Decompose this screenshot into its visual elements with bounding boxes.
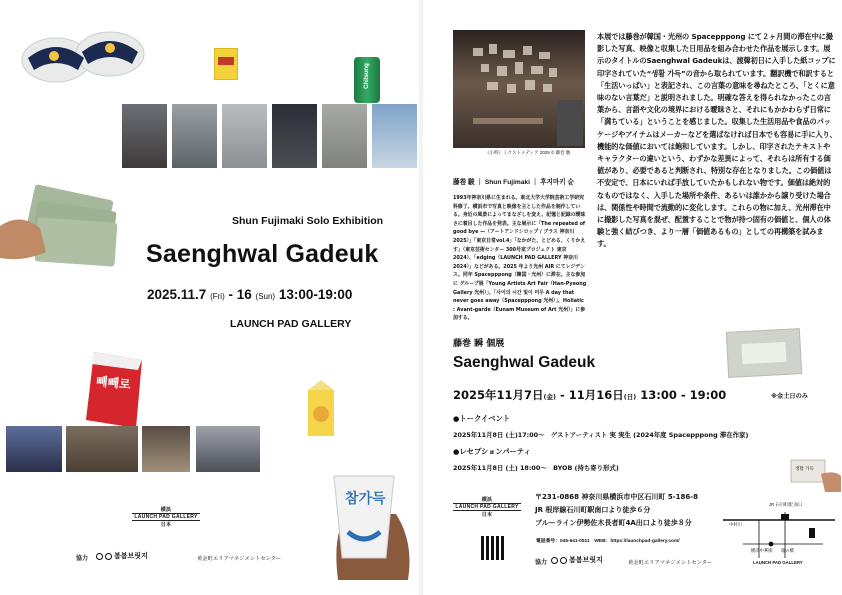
photo-strip-5 [322, 104, 367, 168]
cup-text: 참가득 [345, 491, 386, 507]
right-exhibition-title: Saenghwal Gadeuk [453, 354, 596, 371]
dates-end: - 16 [224, 287, 252, 302]
reception-detail: 2025年11月8日 (土) 18:00〜 BYOB (持ち寄り形式) [453, 464, 619, 472]
card-in-hand-photo [789, 456, 841, 492]
exhibition-dates [147, 287, 352, 302]
artist-name: 藤巻 駿 ｜ Shun Fujimaki ｜ 후지마키 슌 [453, 179, 574, 186]
photo-strip-2 [172, 104, 217, 168]
partner-logo-text: 봄봄브릿지 [114, 553, 148, 560]
exhibition-subtitle: Shun Fujimaki Solo Exhibition [232, 215, 384, 227]
bottom-photo-1 [6, 426, 62, 472]
partner-logo-circle-icon [551, 557, 558, 564]
open-days-note: ※金土日のみ [771, 393, 808, 400]
milk-carton-photo [304, 380, 338, 438]
cooperation-label: 協力 [535, 560, 548, 566]
gallery-logo [453, 496, 521, 518]
logo-bottom-text: 日本 [481, 512, 493, 518]
pepero-box-photo [84, 350, 146, 430]
dates-sun: (Sun) [255, 292, 276, 301]
exhibition-statement: 本展では藤巻が韓国・光州の Spacepppong にて２ヶ月間の滞在中に撮影した写真、映像と収集した日用品を組み合わせた作品を展示します。展示のタイトルのSaenghwal Gadeukは、渡韓初日に入手した紙コップに印字されていた“생활 가득”の音から取られています。翻訳機で和訳すると「生活いっぱい」と表記され、この言葉の意味を尋ねたところ、「とくに意味のない言葉だ」と説明されました。明確な答えを得られなかったこの言葉から、言語や文化の境界における曖昧さと、それにもかかわらず日常に「満ちている」ということを感じました。収集した生活用品や食品のパッケージやアイテムはメーカーなどを選ばなければ日本でも容易に手に入り、機能的な価値においては飽和しています。しかし、印字されたテキストやキャラクターの違いという、わずかな差異によって、それらは所有する価値があり、必要であると判断され、特別な存在となりました。この価値は不安定で、日本にいれば手放していたかもしれない物です。価値は絶対的なものではなく、入手した場所や条件、あるいは誰かから譲り受けた場合は、関係性や時間で流動的に変化します。これらの物に加え、光州滞在中に撮影した写真を混ぜ、配置することで物が持つ固有の価値と、個人の体験と強く結びつき、より一層「価値あるもの」としての再構築を試みます。 [597, 32, 837, 249]
logo-main-text: LAUNCH PAD GALLERY [132, 513, 200, 521]
partner-logo-circle-icon [560, 557, 567, 564]
hand-with-money-photo [0, 182, 124, 280]
qr-code-icon[interactable] [481, 536, 505, 560]
gallery-name: LAUNCH PAD GALLERY [230, 318, 352, 330]
right-page [423, 0, 842, 595]
partner-text: 黄金町エリアマネジメントセンター [628, 560, 713, 566]
partner-logo [96, 551, 148, 561]
photo-strip-3 [222, 104, 267, 168]
talk-event-detail: 2025年11月8日 (土)17:00〜 ゲストアーティスト 実 実生 (2024年度 Spacepppong 滞在作家) [453, 431, 749, 439]
access-map [723, 498, 835, 570]
gallery-address [535, 491, 698, 530]
partner-text: 黄金町エリアマネジメントセンター [197, 556, 282, 562]
bottom-photo-2 [66, 426, 138, 472]
logo-top-text: 横浜 [160, 507, 172, 513]
contact-info: 電話番号：045-641-0511 WEB：https://launchpad-gallery.com/ [536, 539, 680, 544]
partner-logo [551, 555, 603, 565]
map-shop2-label: 亀の橋 [781, 548, 794, 553]
dates-time: 13:00-19:00 [275, 287, 353, 302]
bottom-photo-3 [142, 426, 190, 472]
artist-bio: 1993年神奈川県に生まれる。東北大学大学院芸術工学研究科修了。横浜市で写真と映像を主とした作品を制作している。身近の風景によってまなざしを変え、記憶と記録の曖昧さに着目した作品を発表。主な展示に「The repeated of good bye —（アートアンドシロップ / ブラス 神奈川 2025）」「東京日常vol.4」「なかがた、とどめる、くりかえす」（東京芸術センター 300号室プロジェクト 東京 2024）、「edging（LAUNCH PAD GALLERY 神奈川 2024）」などがある。2025 年より光州 AIR にてレジデンス。同年 Spacepppong（韓国・光州）に滞在。主な参加に グループ展「Young Artists Art Fair（Han-Pyeong Gallery 光州）」、「사이의 시간 빛이 머무 A day that never goes away（Spacepppong 光州）」、Hollatic : Avant-garde（Eunam Museum of Art 光州）」に参加する。 [453, 195, 587, 322]
photo-strip-4 [272, 104, 317, 168]
dates-fri: (Fri) [210, 292, 225, 301]
partner-logo-circle-icon [96, 553, 103, 560]
snack-package-photo [214, 48, 238, 80]
map-shop1-label: 横浜中華街 [751, 548, 773, 553]
right-exhibition-dates [453, 387, 726, 403]
jp-exhibition-title: 藤巻 瞬 個展 [453, 339, 505, 349]
gallery-logo [132, 506, 200, 528]
slippers-photo [18, 18, 150, 96]
partner-logo-circle-icon [105, 553, 112, 560]
photo-caption: 《小時》ミクストメディア 2025 © 藤巻 駿 [485, 150, 571, 155]
package-photo [726, 328, 802, 378]
logo-top-text: 横浜 [481, 497, 493, 503]
address-line-3: ブルーライン伊勢佐木長者町4A出口より徒歩８分 [535, 519, 692, 527]
logo-main-text: LAUNCH PAD GALLERY [453, 503, 521, 511]
card-text: 생활 가득 [795, 467, 814, 472]
reception-title: ●レセプションパーティ [453, 447, 531, 456]
map-river-label: 中村川 [729, 522, 742, 527]
talk-event-title: ●トークイベント [453, 414, 511, 423]
left-page [0, 0, 419, 595]
cup-in-hand-photo [318, 462, 416, 588]
partner-logo-text: 봄봄브릿지 [569, 557, 603, 564]
logo-bottom-text: 日本 [160, 522, 172, 528]
photo-strip-1 [122, 104, 167, 168]
dates-time: 13:00 - 19:00 [636, 388, 727, 402]
address-line-1: 〒231-0868 神奈川県横浜市中区石川町 5-186-8 [535, 493, 699, 501]
pepero-text: 빼빼로 [95, 374, 132, 392]
installation-photo [453, 30, 585, 148]
dates-start: 2025年11月7日 [453, 388, 544, 402]
dates-end-day: (日) [623, 393, 637, 401]
address-line-2: JR 根岸線石川町駅南口より徒歩６分 [535, 506, 651, 514]
beer-can-photo: Chilsung [354, 57, 380, 103]
dates-end: - 11月16日 [555, 388, 624, 402]
exhibition-title: Saenghwal Gadeuk [146, 240, 379, 268]
cooperation-label: 協力 [76, 556, 89, 562]
bottom-photo-4 [196, 426, 260, 472]
dates-start-day: (金) [543, 393, 556, 401]
photo-strip-6 [372, 104, 417, 168]
map-station-label: JR 石川町駅 南口 [769, 502, 803, 507]
dates-start: 2025.11.7 [147, 287, 207, 302]
map-gallery-label: LAUNCH PAD GALLERY [753, 560, 803, 565]
